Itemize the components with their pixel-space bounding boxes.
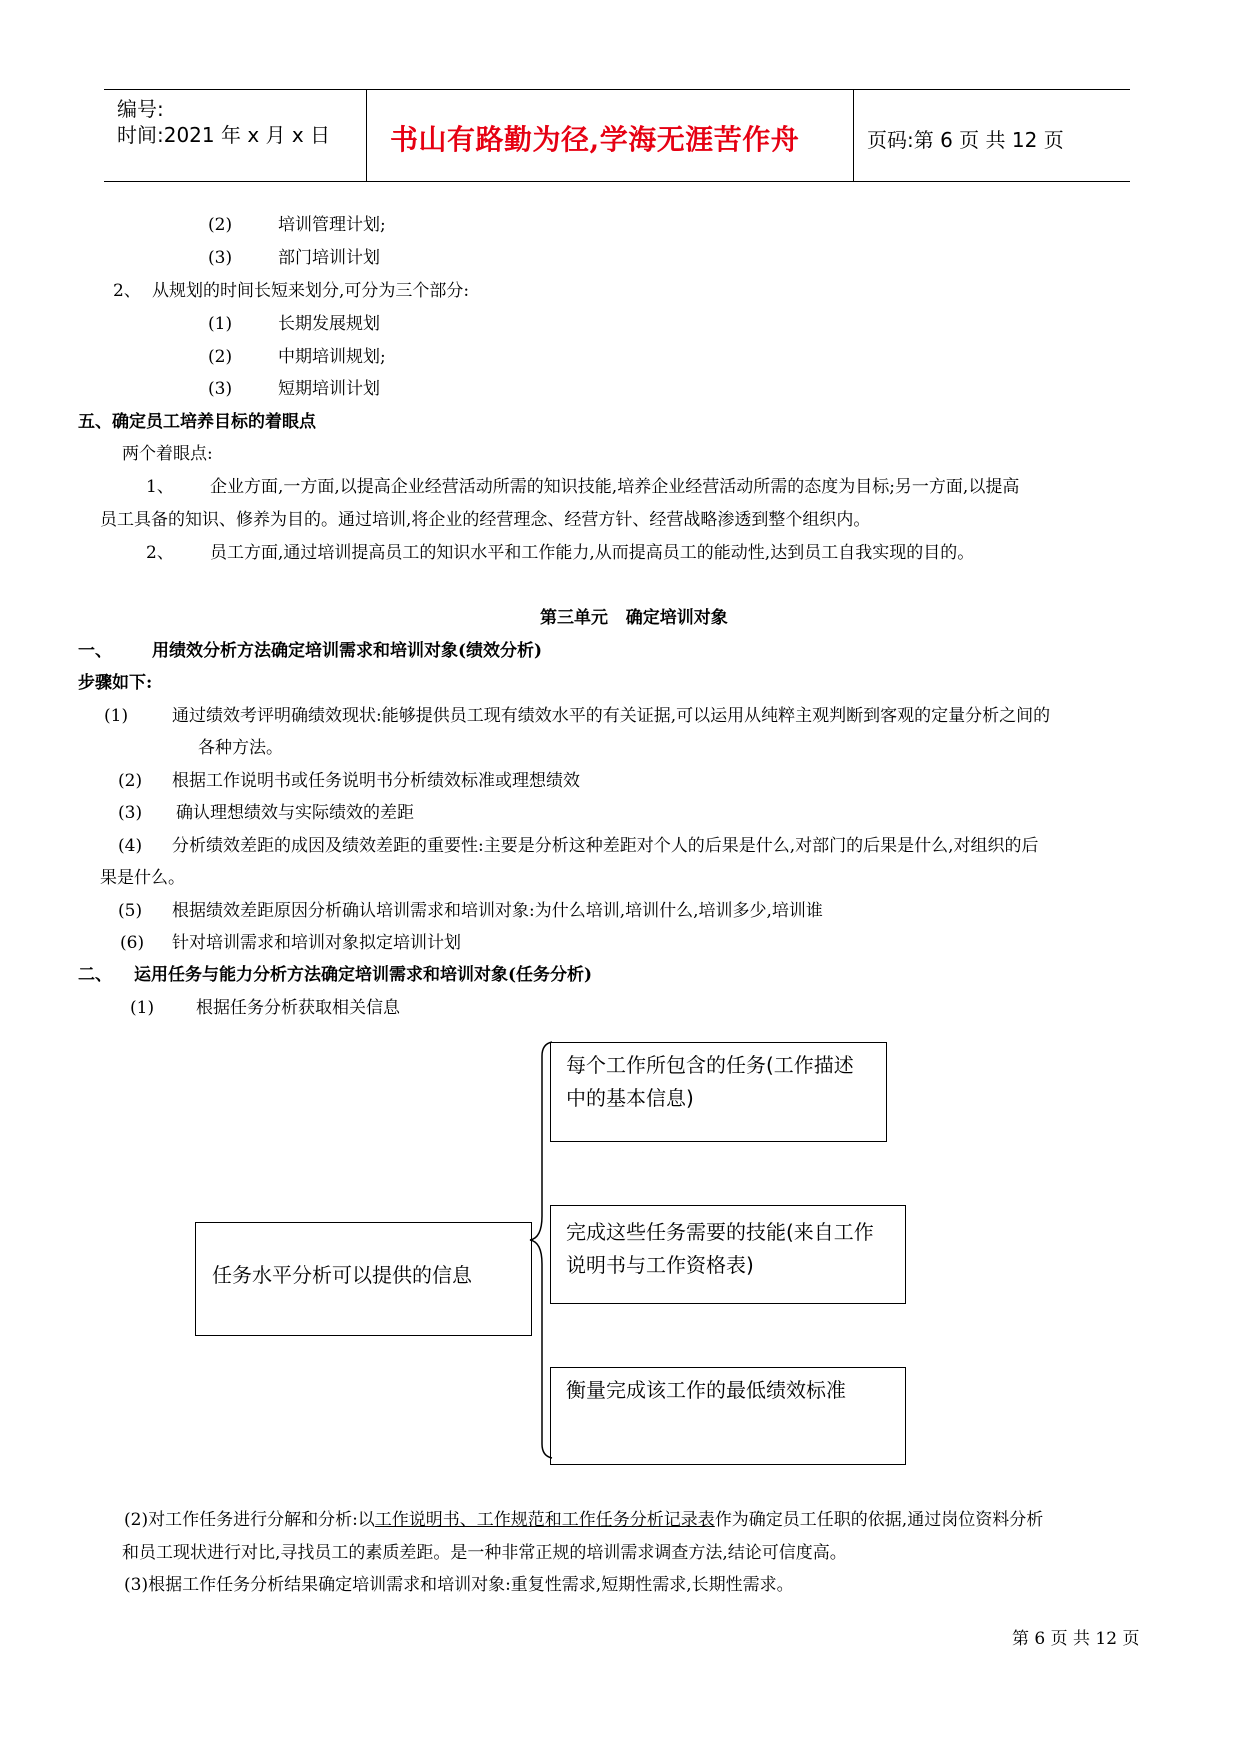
section-number: 一、 <box>78 641 112 661</box>
unit-title: 第三单元 确定培训对象 <box>540 608 728 628</box>
section-heading: 五、确定员工培养目标的着眼点 <box>78 412 316 432</box>
step-text: 通过绩效考评明确绩效现状:能够提供员工现有绩效水平的有关证据,可以运用从纯粹主观判断到客观的定量分析之间的 <box>172 706 1051 726</box>
paragraph-line: 和员工现状进行对比,寻找员工的素质差距。是一种非常正规的培训需求调查方法,结论可信度高。 <box>122 1543 847 1563</box>
step-text: 根据工作说明书或任务说明书分析绩效标准或理想绩效 <box>172 771 580 791</box>
paragraph-line: 员工方面,通过培训提高员工的知识水平和工作能力,从而提高员工的能动性,达到员工自我实现的目的。 <box>210 543 975 563</box>
step-text: 果是什么。 <box>100 868 185 888</box>
step-num: (6) <box>120 933 145 953</box>
header-divider-left <box>366 89 367 181</box>
diagram-source-box <box>195 1222 532 1336</box>
steps-label: 步骤如下: <box>78 673 153 693</box>
document-time-label: 时间:2021 年 x 月 x 日 <box>117 123 331 147</box>
footer-page-number: 第 6 页 共 12 页 <box>1012 1629 1140 1649</box>
header-divider-right <box>853 89 854 181</box>
step-text: 根据任务分析获取相关信息 <box>196 998 400 1018</box>
step-text: 根据绩效差距原因分析确认培训需求和培训对象:为什么培训,培训什么,培训多少,培训谁 <box>172 901 823 921</box>
step-num: (2) <box>118 771 143 791</box>
list-num: (2) <box>208 215 233 235</box>
list-num: (3) <box>208 248 233 268</box>
diagram-box-standard-text: 衡量完成该工作的最低绩效标准 <box>566 1378 846 1402</box>
list-num: 1、 <box>146 477 174 497</box>
header-page-label: 页码:第 6 页 共 12 页 <box>867 128 1064 152</box>
paragraph-line: 企业方面,一方面,以提高企业经营活动所需的知识技能,培养企业经营活动所需的态度为目标;另一方面,以提高 <box>210 477 1020 497</box>
list-num: (2) <box>208 347 233 367</box>
list-item: 从规划的时间长短来划分,可分为三个部分: <box>152 281 470 301</box>
diagram-box-tasks <box>550 1042 887 1142</box>
step-num: (5) <box>118 901 143 921</box>
paragraph-line: 员工具备的知识、修养为目的。通过培训,将企业的经营理念、经营方针、经营战略渗透到整个组织内。 <box>100 510 871 530</box>
step-num: (3) <box>118 803 143 823</box>
section-heading: 用绩效分析方法确定培训需求和培训对象(绩效分析) <box>152 641 543 661</box>
document-number-label: 编号: <box>117 97 164 121</box>
header-motto: 书山有路勤为径,学海无涯苦作舟 <box>390 123 800 156</box>
list-item: 培训管理计划; <box>278 215 386 235</box>
list-num: 2、 <box>113 281 141 301</box>
paragraph-suffix: 作为确定员工任职的依据,通过岗位资料分析 <box>714 1510 1044 1530</box>
step-text: 确认理想绩效与实际绩效的差距 <box>176 803 414 823</box>
paragraph: 两个着眼点: <box>122 444 213 464</box>
paragraph-line: (3)根据工作任务分析结果确定培训需求和培训对象:重复性需求,短期性需求,长期性需求。 <box>124 1575 794 1595</box>
paragraph-line <box>124 1509 1043 1531</box>
diagram-box-tasks-text: 每个工作所包含的任务(工作描述中的基本信息) <box>566 1053 854 1110</box>
diagram-box-skills <box>550 1205 906 1304</box>
header-bottom-rule <box>104 181 1130 182</box>
diagram-box-skills-text: 完成这些任务需要的技能(来自工作说明书与工作资格表) <box>566 1220 874 1277</box>
list-num: (3) <box>208 379 233 399</box>
underlined-documents: 工作说明书、工作规范和工作任务分析记录表 <box>374 1510 715 1530</box>
list-item: 中期培训规划; <box>278 347 386 367</box>
list-item: 短期培训计划 <box>278 379 380 399</box>
list-item: 长期发展规划 <box>278 314 380 334</box>
step-text: 各种方法。 <box>198 738 283 758</box>
list-num: (1) <box>208 314 233 334</box>
section-number: 二、 <box>78 965 112 985</box>
paragraph-prefix: (2)对工作任务进行分解和分析:以 <box>124 1510 375 1530</box>
step-num: (1) <box>130 998 155 1018</box>
step-text: 针对培训需求和培训对象拟定培训计划 <box>172 933 461 953</box>
step-text: 分析绩效差距的成因及绩效差距的重要性:主要是分析这种差距对个人的后果是什么,对部门的后果是什么,对组织的后 <box>172 836 1039 856</box>
step-num: (4) <box>118 836 143 856</box>
list-item: 部门培训计划 <box>278 248 380 268</box>
list-num: 2、 <box>146 543 174 563</box>
diagram-box-standard <box>550 1367 906 1465</box>
diagram-source-label: 任务水平分析可以提供的信息 <box>212 1263 472 1287</box>
step-num: (1) <box>104 706 129 726</box>
section-heading: 运用任务与能力分析方法确定培训需求和培训对象(任务分析) <box>134 965 593 985</box>
header-top-rule <box>104 89 1130 90</box>
